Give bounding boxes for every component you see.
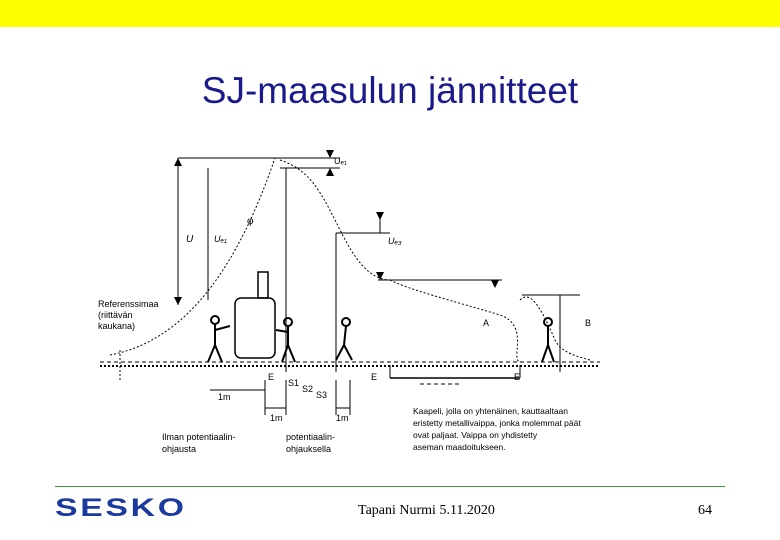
label-ue1: Uₑ₁ — [334, 156, 347, 166]
footer-author: Tapani Nurmi 5.11.2020 — [358, 503, 495, 518]
label-a: A — [483, 318, 490, 328]
footer-divider — [55, 486, 725, 487]
dist-1m-b: 1m — [270, 413, 283, 423]
voltage-diagram — [90, 140, 650, 470]
label-ue: Uₑ₁ — [214, 234, 227, 244]
label-ue3: Uₑ₃ — [388, 236, 402, 246]
with-control-label: potentiaalin- ohjauksella — [286, 432, 336, 454]
label-s3: S3 — [316, 390, 328, 400]
label-s2: S2 — [302, 384, 314, 394]
label-e3: E — [514, 372, 521, 382]
label-b: B — [585, 318, 592, 328]
top-accent-bar — [0, 0, 780, 27]
no-control-label: Ilman potentiaalin- ohjausta — [162, 432, 236, 454]
label-e1: E — [268, 372, 275, 382]
label-u: U — [186, 234, 194, 245]
label-s1: S1 — [288, 378, 300, 388]
ref-earth-label: Referenssimaa (riittävän kaukana) — [98, 299, 159, 331]
slide-title: SJ-maasulun jännitteet — [201, 70, 579, 111]
sesko-logo: SESKO — [55, 494, 187, 522]
cable-note: Kaapeli, jolla on yhtenäinen, kauttaaltaan eristetty metallivaippa, jonka molemmat päät ovat paljaat. Vaippa on yhdistetty aseman maadoitukseen. — [413, 406, 581, 452]
label-phi: φ — [247, 216, 254, 227]
label-e2: E — [371, 372, 378, 382]
dist-1m-a: 1m — [218, 392, 231, 402]
page-number: 64 — [698, 503, 712, 518]
dist-1m-c: 1m — [336, 413, 349, 423]
